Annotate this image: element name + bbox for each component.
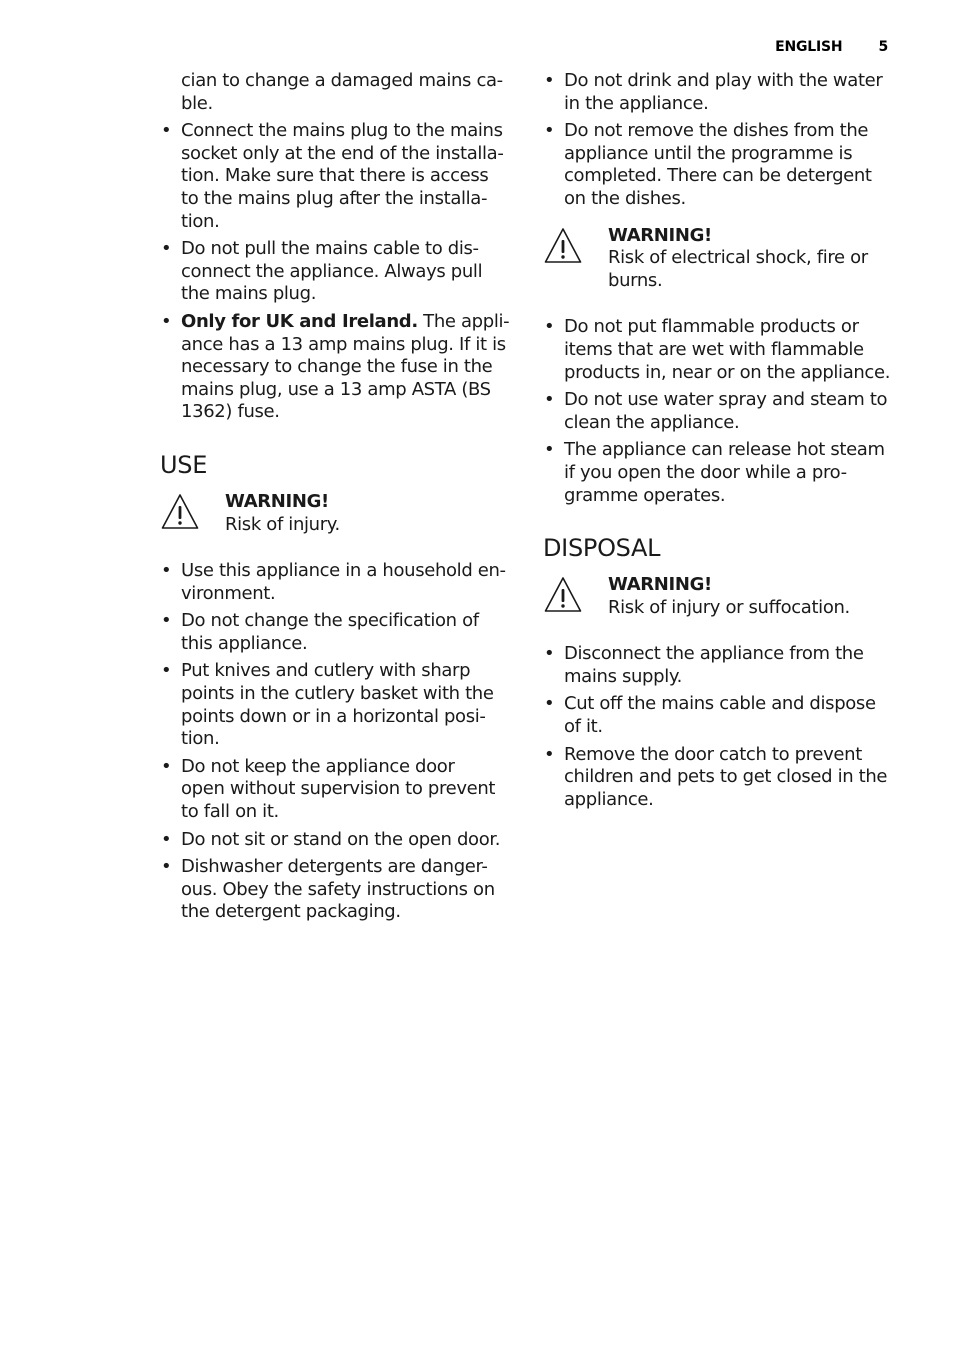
bullet-icon: • xyxy=(161,310,172,332)
warning-electrical: WARNING! Risk of electrical shock, fire or burns. xyxy=(543,225,913,293)
list-item: • Do not put flammable products or items that are wet with flammable products in, near or on the appliance. xyxy=(544,316,891,383)
bullet-icon: • xyxy=(544,643,555,665)
page-number: 5 xyxy=(878,39,888,55)
section-title-disposal: DISPOSAL xyxy=(543,534,661,563)
list-item: • Put knives and cutlery with sharp points in the cutlery basket with the points down or in a horizontal posi- tion. xyxy=(161,660,494,750)
continuation-text: cian to change a damaged mains ca- ble. xyxy=(181,70,503,114)
bullet-icon: • xyxy=(544,316,555,338)
warning-title: WARNING! xyxy=(608,574,712,596)
right-column xyxy=(543,70,913,816)
list-item: • Do not drink and play with the water in the appliance. xyxy=(544,70,883,114)
list-item: • Connect the mains plug to the mains socket only at the end of the installa- tion. Make sure that there is access to the mains plug after the installa- tion. xyxy=(161,120,504,232)
left-column xyxy=(160,70,520,929)
list-item: • Dishwasher detergents are danger- ous. Obey the safety instructions on the detergent packaging. xyxy=(161,856,495,923)
bullet-icon: • xyxy=(161,660,172,682)
warning-triangle-icon xyxy=(543,226,583,266)
use-bullet-list xyxy=(160,560,520,924)
list-item: • Do not sit or stand on the open door. xyxy=(161,828,501,850)
bullet-icon: • xyxy=(161,238,172,260)
header-language: ENGLISH xyxy=(775,39,843,55)
installation-bullet-list xyxy=(160,120,520,424)
bullet-icon: • xyxy=(544,120,555,142)
page-header xyxy=(775,39,888,55)
list-item: • Use this appliance in a household en- vironment. xyxy=(161,560,506,604)
list-item: • Do not use water spray and steam to clean the appliance. xyxy=(544,389,888,433)
bullet-icon: • xyxy=(161,755,172,777)
warning-text: Risk of injury or suffocation. xyxy=(608,596,850,618)
list-item: • Remove the door catch to prevent children and pets to get closed in the appliance. xyxy=(544,743,888,810)
uk-ireland-label: Only for UK and Ireland. xyxy=(181,310,418,332)
bullet-icon: • xyxy=(161,560,172,582)
list-item-uk-ireland: • Only for UK and Ireland. The appli- ance has a 13 amp mains plug. If it is necessary to change the fuse in the mains plug, use a 13 amp ASTA (BS 1362) fuse. xyxy=(161,310,510,423)
list-item: • Cut off the mains cable and dispose of it. xyxy=(544,693,876,738)
list-item: • Do not keep the appliance door open without supervision to prevent to fall on it. xyxy=(161,755,496,823)
bullet-icon: • xyxy=(544,70,555,91)
warning-triangle-icon xyxy=(160,492,200,532)
section-title-use: USE xyxy=(160,450,208,479)
bullet-icon: • xyxy=(544,743,555,765)
list-item: • Do not change the specification of this appliance. xyxy=(161,610,479,654)
list-item: • Do not pull the mains cable to dis- connect the appliance. Always pull the mains plug. xyxy=(161,238,483,305)
bullet-icon: • xyxy=(161,828,172,850)
warning-disposal xyxy=(543,574,913,619)
list-item: • Do not remove the dishes from the appliance until the programme is completed. There can be detergent on the dishes. xyxy=(544,120,872,209)
list-item: • The appliance can release hot steam if you open the door while a pro- gramme operates. xyxy=(544,439,885,506)
bullet-icon: • xyxy=(161,856,172,878)
warning-triangle-icon xyxy=(543,575,583,615)
bullet-icon: • xyxy=(161,120,172,142)
warning-title: WARNING! xyxy=(608,224,712,246)
bullet-icon: • xyxy=(544,439,555,461)
bullet-icon: • xyxy=(544,693,555,715)
warning-text: Risk of injury. xyxy=(225,513,340,535)
safety-bullet-list xyxy=(543,316,913,507)
list-item: • Disconnect the appliance from the mains supply. xyxy=(544,643,864,687)
bullet-icon: • xyxy=(161,610,172,632)
warning-text: Risk of electrical shock, fire or xyxy=(608,247,868,269)
warning-title: WARNING! xyxy=(225,490,329,512)
warning-use xyxy=(160,491,520,536)
bullet-icon: • xyxy=(544,389,555,411)
use-bullet-list-continued xyxy=(543,70,913,211)
disposal-bullet-list xyxy=(543,643,913,811)
